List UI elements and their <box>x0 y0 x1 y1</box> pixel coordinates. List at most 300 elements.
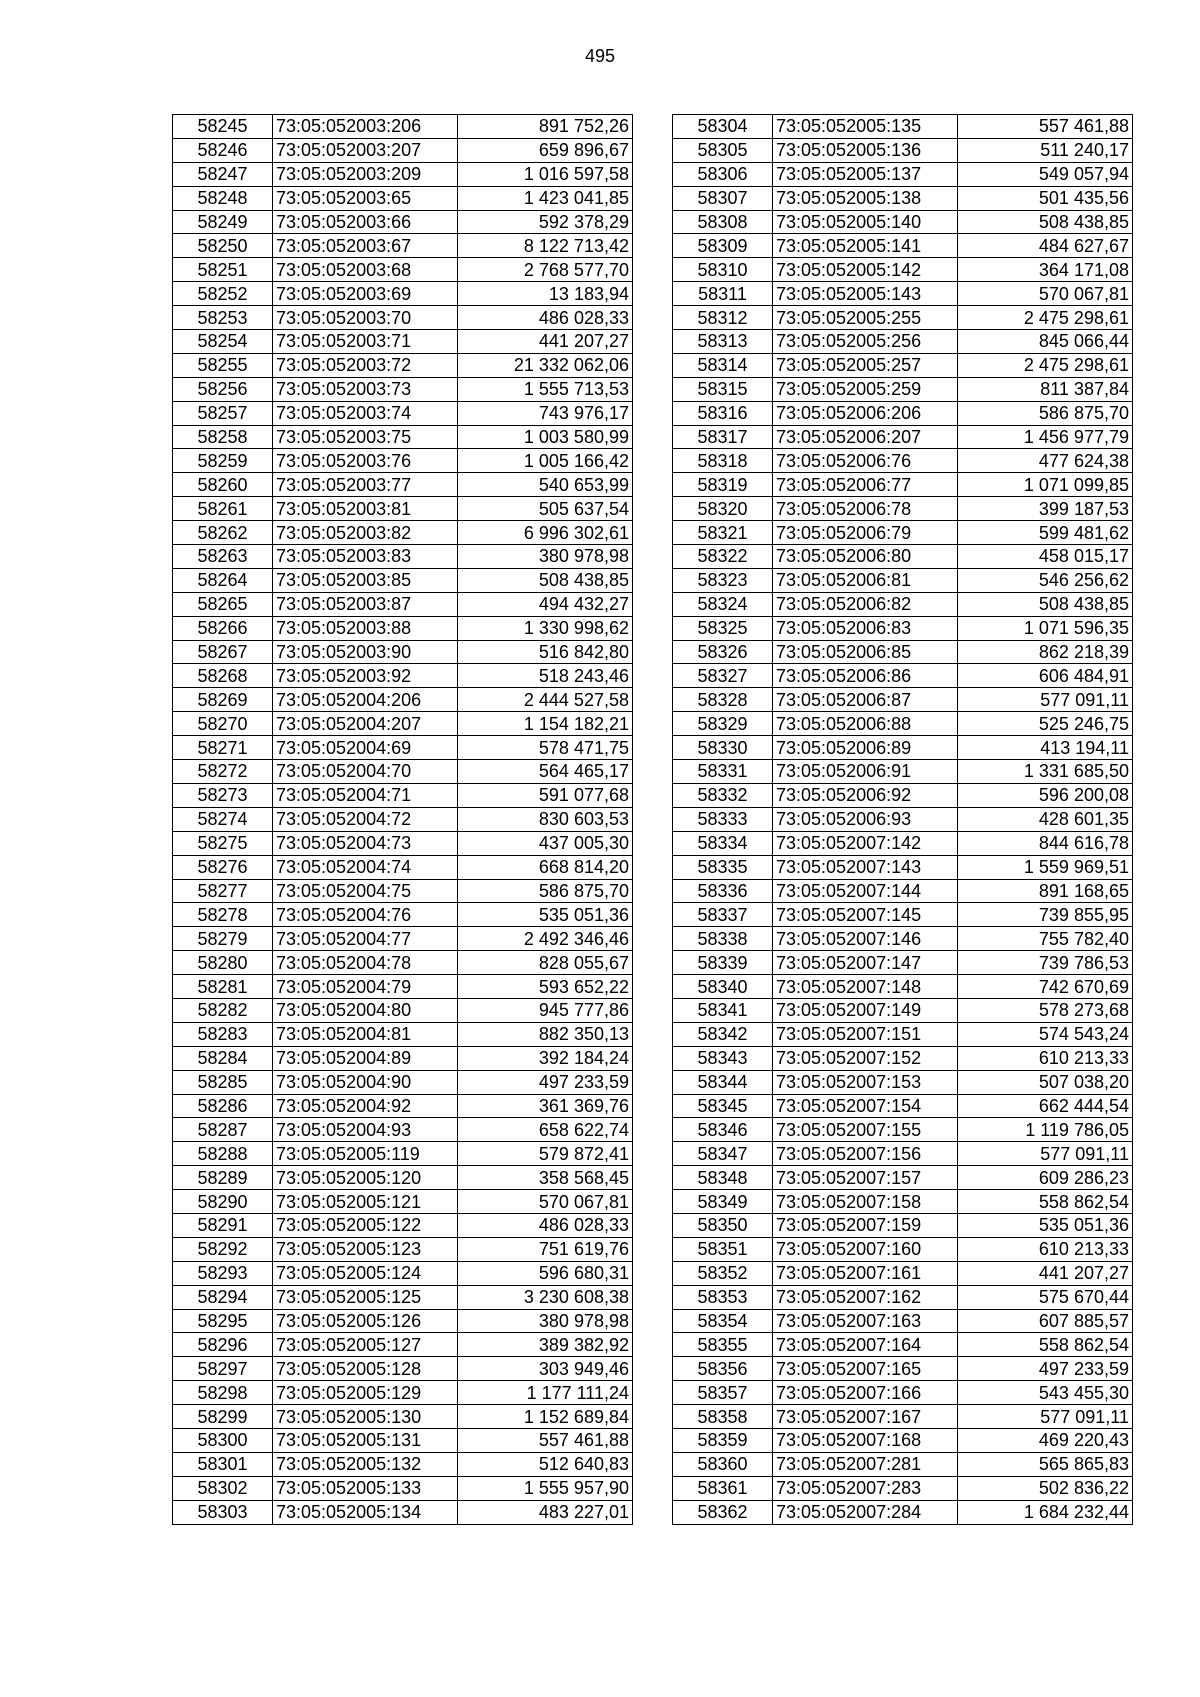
cadastral-value-cell: 484 627,67 <box>958 234 1133 258</box>
cadastral-value-cell: 483 227,01 <box>458 1500 633 1524</box>
cadastral-value-cell: 1 684 232,44 <box>958 1500 1133 1524</box>
cadastral-number-cell: 73:05:052007:281 <box>773 1452 958 1476</box>
table-row <box>673 473 1133 497</box>
table-row <box>173 951 633 975</box>
cadastral-number-cell: 73:05:052006:92 <box>773 783 958 807</box>
cadastral-value-cell: 1 559 969,51 <box>958 855 1133 879</box>
cadastral-number-cell: 73:05:052005:125 <box>273 1285 458 1309</box>
table-row <box>673 951 1133 975</box>
table-row <box>173 1381 633 1405</box>
table-row <box>173 592 633 616</box>
row-number-cell: 58340 <box>673 975 773 999</box>
table-row <box>173 783 633 807</box>
cadastral-number-cell: 73:05:052006:80 <box>773 545 958 569</box>
cadastral-value-cell: 658 622,74 <box>458 1118 633 1142</box>
table-row <box>673 401 1133 425</box>
cadastral-value-cell: 742 670,69 <box>958 975 1133 999</box>
cadastral-value-cell: 389 382,92 <box>458 1333 633 1357</box>
row-number-cell: 58322 <box>673 545 773 569</box>
cadastral-number-cell: 73:05:052006:87 <box>773 688 958 712</box>
cadastral-value-cell: 607 885,57 <box>958 1309 1133 1333</box>
cadastral-value-cell: 1 016 597,58 <box>458 162 633 186</box>
cadastral-number-cell: 73:05:052005:137 <box>773 162 958 186</box>
cadastral-number-cell: 73:05:052004:92 <box>273 1094 458 1118</box>
row-number-cell: 58348 <box>673 1166 773 1190</box>
row-number-cell: 58261 <box>173 497 273 521</box>
row-number-cell: 58272 <box>173 760 273 784</box>
row-number-cell: 58280 <box>173 951 273 975</box>
row-number-cell: 58284 <box>173 1046 273 1070</box>
cadastral-value-cell: 535 051,36 <box>958 1213 1133 1237</box>
cadastral-value-cell: 578 273,68 <box>958 998 1133 1022</box>
cadastral-value-cell: 1 555 957,90 <box>458 1476 633 1500</box>
cadastral-value-cell: 659 896,67 <box>458 138 633 162</box>
table-row <box>173 425 633 449</box>
row-number-cell: 58276 <box>173 855 273 879</box>
cadastral-number-cell: 73:05:052005:128 <box>273 1357 458 1381</box>
table-row <box>673 1381 1133 1405</box>
cadastral-number-cell: 73:05:052003:65 <box>273 186 458 210</box>
table-row <box>673 115 1133 139</box>
cadastral-value-cell: 516 842,80 <box>458 640 633 664</box>
row-number-cell: 58269 <box>173 688 273 712</box>
cadastral-number-cell: 73:05:052003:207 <box>273 138 458 162</box>
row-number-cell: 58357 <box>673 1381 773 1405</box>
cadastral-value-cell: 508 438,85 <box>958 592 1133 616</box>
cadastral-value-cell: 574 543,24 <box>958 1022 1133 1046</box>
row-number-cell: 58313 <box>673 330 773 354</box>
cadastral-number-cell: 73:05:052007:283 <box>773 1476 958 1500</box>
cadastral-value-cell: 477 624,38 <box>958 449 1133 473</box>
row-number-cell: 58351 <box>673 1237 773 1261</box>
cadastral-number-cell: 73:05:052004:75 <box>273 879 458 903</box>
table-row <box>173 1213 633 1237</box>
table-row <box>673 1022 1133 1046</box>
table-row <box>673 855 1133 879</box>
row-number-cell: 58319 <box>673 473 773 497</box>
cadastral-number-cell: 73:05:052003:70 <box>273 306 458 330</box>
table-row <box>173 568 633 592</box>
cadastral-number-cell: 73:05:052007:148 <box>773 975 958 999</box>
cadastral-value-cell: 8 122 713,42 <box>458 234 633 258</box>
cadastral-number-cell: 73:05:052005:138 <box>773 186 958 210</box>
row-number-cell: 58277 <box>173 879 273 903</box>
table-row <box>173 1142 633 1166</box>
cadastral-number-cell: 73:05:052007:155 <box>773 1118 958 1142</box>
row-number-cell: 58254 <box>173 330 273 354</box>
cadastral-number-cell: 73:05:052007:145 <box>773 903 958 927</box>
cadastral-number-cell: 73:05:052005:122 <box>273 1213 458 1237</box>
row-number-cell: 58273 <box>173 783 273 807</box>
table-row <box>173 115 633 139</box>
cadastral-value-cell: 399 187,53 <box>958 497 1133 521</box>
table-row <box>173 807 633 831</box>
cadastral-value-cell: 21 332 062,06 <box>458 353 633 377</box>
row-number-cell: 58257 <box>173 401 273 425</box>
cadastral-value-cell: 2 444 527,58 <box>458 688 633 712</box>
row-number-cell: 58317 <box>673 425 773 449</box>
cadastral-number-cell: 73:05:052006:76 <box>773 449 958 473</box>
cadastral-number-cell: 73:05:052003:72 <box>273 353 458 377</box>
cadastral-value-cell: 1 423 041,85 <box>458 186 633 210</box>
row-number-cell: 58355 <box>673 1333 773 1357</box>
cadastral-value-cell: 662 444,54 <box>958 1094 1133 1118</box>
cadastral-value-cell: 508 438,85 <box>958 210 1133 234</box>
table-row <box>673 138 1133 162</box>
table-row <box>673 1405 1133 1429</box>
cadastral-value-cell: 1 071 099,85 <box>958 473 1133 497</box>
cadastral-value-cell: 577 091,11 <box>958 688 1133 712</box>
cadastral-number-cell: 73:05:052004:93 <box>273 1118 458 1142</box>
cadastral-value-cell: 1 154 182,21 <box>458 712 633 736</box>
cadastral-number-cell: 73:05:052003:77 <box>273 473 458 497</box>
table-row <box>673 1309 1133 1333</box>
cadastral-number-cell: 73:05:052003:75 <box>273 425 458 449</box>
table-row <box>673 1094 1133 1118</box>
row-number-cell: 58251 <box>173 258 273 282</box>
row-number-cell: 58346 <box>673 1118 773 1142</box>
cadastral-number-cell: 73:05:052006:88 <box>773 712 958 736</box>
row-number-cell: 58279 <box>173 927 273 951</box>
row-number-cell: 58294 <box>173 1285 273 1309</box>
cadastral-number-cell: 73:05:052007:165 <box>773 1357 958 1381</box>
row-number-cell: 58292 <box>173 1237 273 1261</box>
row-number-cell: 58256 <box>173 377 273 401</box>
table-row <box>673 831 1133 855</box>
row-number-cell: 58358 <box>673 1405 773 1429</box>
row-number-cell: 58290 <box>173 1190 273 1214</box>
table-row <box>673 568 1133 592</box>
table-row <box>673 425 1133 449</box>
cadastral-value-cell: 501 435,56 <box>958 186 1133 210</box>
row-number-cell: 58329 <box>673 712 773 736</box>
table-row <box>173 760 633 784</box>
cadastral-value-cell: 486 028,33 <box>458 306 633 330</box>
table-row <box>673 592 1133 616</box>
cadastral-number-cell: 73:05:052005:130 <box>273 1405 458 1429</box>
cadastral-value-cell: 1 456 977,79 <box>958 425 1133 449</box>
table-row <box>173 1285 633 1309</box>
cadastral-value-cell: 469 220,43 <box>958 1428 1133 1452</box>
cadastral-number-cell: 73:05:052006:207 <box>773 425 958 449</box>
row-number-cell: 58341 <box>673 998 773 1022</box>
row-number-cell: 58270 <box>173 712 273 736</box>
cadastral-number-cell: 73:05:052007:153 <box>773 1070 958 1094</box>
table-row <box>173 998 633 1022</box>
cadastral-value-cell: 2 492 346,46 <box>458 927 633 951</box>
row-number-cell: 58337 <box>673 903 773 927</box>
cadastral-number-cell: 73:05:052006:85 <box>773 640 958 664</box>
cadastral-number-cell: 73:05:052005:129 <box>273 1381 458 1405</box>
table-row <box>173 1261 633 1285</box>
row-number-cell: 58267 <box>173 640 273 664</box>
cadastral-value-cell: 570 067,81 <box>958 282 1133 306</box>
cadastral-value-cell: 828 055,67 <box>458 951 633 975</box>
cadastral-number-cell: 73:05:052004:69 <box>273 736 458 760</box>
row-number-cell: 58259 <box>173 449 273 473</box>
cadastral-number-cell: 73:05:052004:207 <box>273 712 458 736</box>
cadastral-number-cell: 73:05:052004:79 <box>273 975 458 999</box>
row-number-cell: 58356 <box>673 1357 773 1381</box>
row-number-cell: 58332 <box>673 783 773 807</box>
table-row <box>173 1118 633 1142</box>
table-row <box>173 473 633 497</box>
row-number-cell: 58344 <box>673 1070 773 1094</box>
cadastral-number-cell: 73:05:052003:85 <box>273 568 458 592</box>
table-row <box>173 186 633 210</box>
row-number-cell: 58296 <box>173 1333 273 1357</box>
row-number-cell: 58275 <box>173 831 273 855</box>
cadastral-value-cell: 610 213,33 <box>958 1046 1133 1070</box>
table-row <box>173 1357 633 1381</box>
table-row <box>673 1166 1133 1190</box>
table-row <box>673 210 1133 234</box>
table-row <box>673 879 1133 903</box>
table-row <box>173 688 633 712</box>
row-number-cell: 58301 <box>173 1452 273 1476</box>
cadastral-number-cell: 73:05:052006:86 <box>773 664 958 688</box>
cadastral-value-cell: 606 484,91 <box>958 664 1133 688</box>
table-row <box>173 640 633 664</box>
table-row <box>673 927 1133 951</box>
table-row <box>673 186 1133 210</box>
cadastral-number-cell: 73:05:052005:133 <box>273 1476 458 1500</box>
row-number-cell: 58335 <box>673 855 773 879</box>
cadastral-number-cell: 73:05:052005:141 <box>773 234 958 258</box>
cadastral-value-cell: 2 475 298,61 <box>958 353 1133 377</box>
table-row <box>173 234 633 258</box>
row-number-cell: 58315 <box>673 377 773 401</box>
table-row <box>673 1261 1133 1285</box>
row-number-cell: 58347 <box>673 1142 773 1166</box>
cadastral-value-cell: 543 455,30 <box>958 1381 1133 1405</box>
table-row <box>173 736 633 760</box>
cadastral-number-cell: 73:05:052007:157 <box>773 1166 958 1190</box>
cadastral-number-cell: 73:05:052007:156 <box>773 1142 958 1166</box>
row-number-cell: 58330 <box>673 736 773 760</box>
cadastral-number-cell: 73:05:052007:149 <box>773 998 958 1022</box>
cadastral-number-cell: 73:05:052004:71 <box>273 783 458 807</box>
cadastral-number-cell: 73:05:052005:126 <box>273 1309 458 1333</box>
table-row <box>173 664 633 688</box>
cadastral-value-cell: 1 330 998,62 <box>458 616 633 640</box>
cadastral-number-cell: 73:05:052004:73 <box>273 831 458 855</box>
row-number-cell: 58314 <box>673 353 773 377</box>
cadastral-value-cell: 565 865,83 <box>958 1452 1133 1476</box>
cadastral-number-cell: 73:05:052003:67 <box>273 234 458 258</box>
row-number-cell: 58328 <box>673 688 773 712</box>
cadastral-value-cell: 13 183,94 <box>458 282 633 306</box>
cadastral-value-cell: 599 481,62 <box>958 521 1133 545</box>
row-number-cell: 58311 <box>673 282 773 306</box>
table-row <box>673 1070 1133 1094</box>
cadastral-number-cell: 73:05:052004:89 <box>273 1046 458 1070</box>
cadastral-value-cell: 668 814,20 <box>458 855 633 879</box>
table-row <box>673 616 1133 640</box>
cadastral-number-cell: 73:05:052007:162 <box>773 1285 958 1309</box>
table-row <box>673 998 1133 1022</box>
cadastral-number-cell: 73:05:052007:159 <box>773 1213 958 1237</box>
cadastral-value-cell: 508 438,85 <box>458 568 633 592</box>
table-row <box>173 1428 633 1452</box>
cadastral-value-cell: 862 218,39 <box>958 640 1133 664</box>
table-row <box>173 401 633 425</box>
table-row <box>173 1405 633 1429</box>
row-number-cell: 58336 <box>673 879 773 903</box>
cadastral-value-cell: 303 949,46 <box>458 1357 633 1381</box>
cadastral-number-cell: 73:05:052007:144 <box>773 879 958 903</box>
table-row <box>673 640 1133 664</box>
row-number-cell: 58265 <box>173 592 273 616</box>
row-number-cell: 58295 <box>173 1309 273 1333</box>
cadastral-value-cell: 413 194,11 <box>958 736 1133 760</box>
row-number-cell: 58353 <box>673 1285 773 1309</box>
cadastral-number-cell: 73:05:052006:79 <box>773 521 958 545</box>
table-row <box>673 545 1133 569</box>
table-row <box>173 353 633 377</box>
table-row <box>673 760 1133 784</box>
row-number-cell: 58359 <box>673 1428 773 1452</box>
cadastral-value-cell: 505 637,54 <box>458 497 633 521</box>
table-row <box>173 855 633 879</box>
table-row <box>673 712 1133 736</box>
row-number-cell: 58283 <box>173 1022 273 1046</box>
row-number-cell: 58274 <box>173 807 273 831</box>
cadastral-number-cell: 73:05:052007:160 <box>773 1237 958 1261</box>
cadastral-number-cell: 73:05:052007:142 <box>773 831 958 855</box>
cadastral-number-cell: 73:05:052006:78 <box>773 497 958 521</box>
cadastral-value-cell: 739 855,95 <box>958 903 1133 927</box>
row-number-cell: 58278 <box>173 903 273 927</box>
row-number-cell: 58321 <box>673 521 773 545</box>
cadastral-value-cell: 579 872,41 <box>458 1142 633 1166</box>
cadastral-value-cell: 437 005,30 <box>458 831 633 855</box>
table-row <box>173 521 633 545</box>
row-number-cell: 58246 <box>173 138 273 162</box>
cadastral-number-cell: 73:05:052003:73 <box>273 377 458 401</box>
cadastral-number-cell: 73:05:052003:87 <box>273 592 458 616</box>
table-row <box>673 497 1133 521</box>
row-number-cell: 58310 <box>673 258 773 282</box>
cadastral-number-cell: 73:05:052003:90 <box>273 640 458 664</box>
row-number-cell: 58271 <box>173 736 273 760</box>
cadastral-number-cell: 73:05:052005:134 <box>273 1500 458 1524</box>
cadastral-value-cell: 507 038,20 <box>958 1070 1133 1094</box>
row-number-cell: 58305 <box>673 138 773 162</box>
table-row <box>173 712 633 736</box>
table-row <box>173 162 633 186</box>
table-row <box>673 306 1133 330</box>
row-number-cell: 58286 <box>173 1094 273 1118</box>
row-number-cell: 58318 <box>673 449 773 473</box>
cadastral-number-cell: 73:05:052004:78 <box>273 951 458 975</box>
cadastral-number-cell: 73:05:052005:140 <box>773 210 958 234</box>
cadastral-value-cell: 441 207,27 <box>458 330 633 354</box>
table-row <box>173 449 633 473</box>
cadastral-number-cell: 73:05:052004:81 <box>273 1022 458 1046</box>
table-row <box>673 688 1133 712</box>
cadastral-number-cell: 73:05:052006:83 <box>773 616 958 640</box>
table-row <box>173 1166 633 1190</box>
cadastral-number-cell: 73:05:052005:255 <box>773 306 958 330</box>
table-row <box>673 903 1133 927</box>
cadastral-number-cell: 73:05:052003:83 <box>273 545 458 569</box>
cadastral-number-cell: 73:05:052005:259 <box>773 377 958 401</box>
row-number-cell: 58339 <box>673 951 773 975</box>
cadastral-value-cell: 540 653,99 <box>458 473 633 497</box>
table-row <box>173 831 633 855</box>
row-number-cell: 58291 <box>173 1213 273 1237</box>
table-row <box>673 258 1133 282</box>
cadastral-number-cell: 73:05:052006:89 <box>773 736 958 760</box>
cadastral-number-cell: 73:05:052004:80 <box>273 998 458 1022</box>
row-number-cell: 58307 <box>673 186 773 210</box>
cadastral-value-cell: 441 207,27 <box>958 1261 1133 1285</box>
table-row <box>673 1190 1133 1214</box>
row-number-cell: 58282 <box>173 998 273 1022</box>
cadastral-number-cell: 73:05:052003:69 <box>273 282 458 306</box>
table-row <box>173 330 633 354</box>
cadastral-number-cell: 73:05:052005:124 <box>273 1261 458 1285</box>
table-row <box>673 1357 1133 1381</box>
cadastral-number-cell: 73:05:052005:119 <box>273 1142 458 1166</box>
cadastral-number-cell: 73:05:052004:90 <box>273 1070 458 1094</box>
table-row <box>673 1118 1133 1142</box>
row-number-cell: 58345 <box>673 1094 773 1118</box>
cadastral-value-cell: 743 976,17 <box>458 401 633 425</box>
cadastral-value-cell: 392 184,24 <box>458 1046 633 1070</box>
cadastral-number-cell: 73:05:052007:161 <box>773 1261 958 1285</box>
cadastral-value-cell: 755 782,40 <box>958 927 1133 951</box>
cadastral-number-cell: 73:05:052007:164 <box>773 1333 958 1357</box>
cadastral-value-cell: 549 057,94 <box>958 162 1133 186</box>
cadastral-number-cell: 73:05:052004:70 <box>273 760 458 784</box>
cadastral-number-cell: 73:05:052005:120 <box>273 1166 458 1190</box>
cadastral-table-left <box>172 114 633 1525</box>
row-number-cell: 58343 <box>673 1046 773 1070</box>
table-row <box>673 1500 1133 1524</box>
cadastral-value-cell: 1 005 166,42 <box>458 449 633 473</box>
table-row <box>673 1452 1133 1476</box>
cadastral-number-cell: 73:05:052003:76 <box>273 449 458 473</box>
cadastral-number-cell: 73:05:052003:82 <box>273 521 458 545</box>
row-number-cell: 58361 <box>673 1476 773 1500</box>
table-row <box>173 545 633 569</box>
cadastral-number-cell: 73:05:052007:158 <box>773 1190 958 1214</box>
row-number-cell: 58285 <box>173 1070 273 1094</box>
row-number-cell: 58253 <box>173 306 273 330</box>
row-number-cell: 58302 <box>173 1476 273 1500</box>
cadastral-number-cell: 73:05:052007:152 <box>773 1046 958 1070</box>
row-number-cell: 58320 <box>673 497 773 521</box>
cadastral-number-cell: 73:05:052004:74 <box>273 855 458 879</box>
cadastral-number-cell: 73:05:052003:81 <box>273 497 458 521</box>
cadastral-value-cell: 502 836,22 <box>958 1476 1133 1500</box>
table-row <box>173 1070 633 1094</box>
table-row <box>173 282 633 306</box>
table-row <box>173 377 633 401</box>
cadastral-value-cell: 891 752,26 <box>458 115 633 139</box>
table-row <box>173 306 633 330</box>
cadastral-number-cell: 73:05:052003:209 <box>273 162 458 186</box>
row-number-cell: 58324 <box>673 592 773 616</box>
table-row <box>173 927 633 951</box>
cadastral-value-cell: 1 119 786,05 <box>958 1118 1133 1142</box>
cadastral-value-cell: 592 378,29 <box>458 210 633 234</box>
cadastral-value-cell: 486 028,33 <box>458 1213 633 1237</box>
cadastral-number-cell: 73:05:052006:77 <box>773 473 958 497</box>
table-row <box>673 1142 1133 1166</box>
